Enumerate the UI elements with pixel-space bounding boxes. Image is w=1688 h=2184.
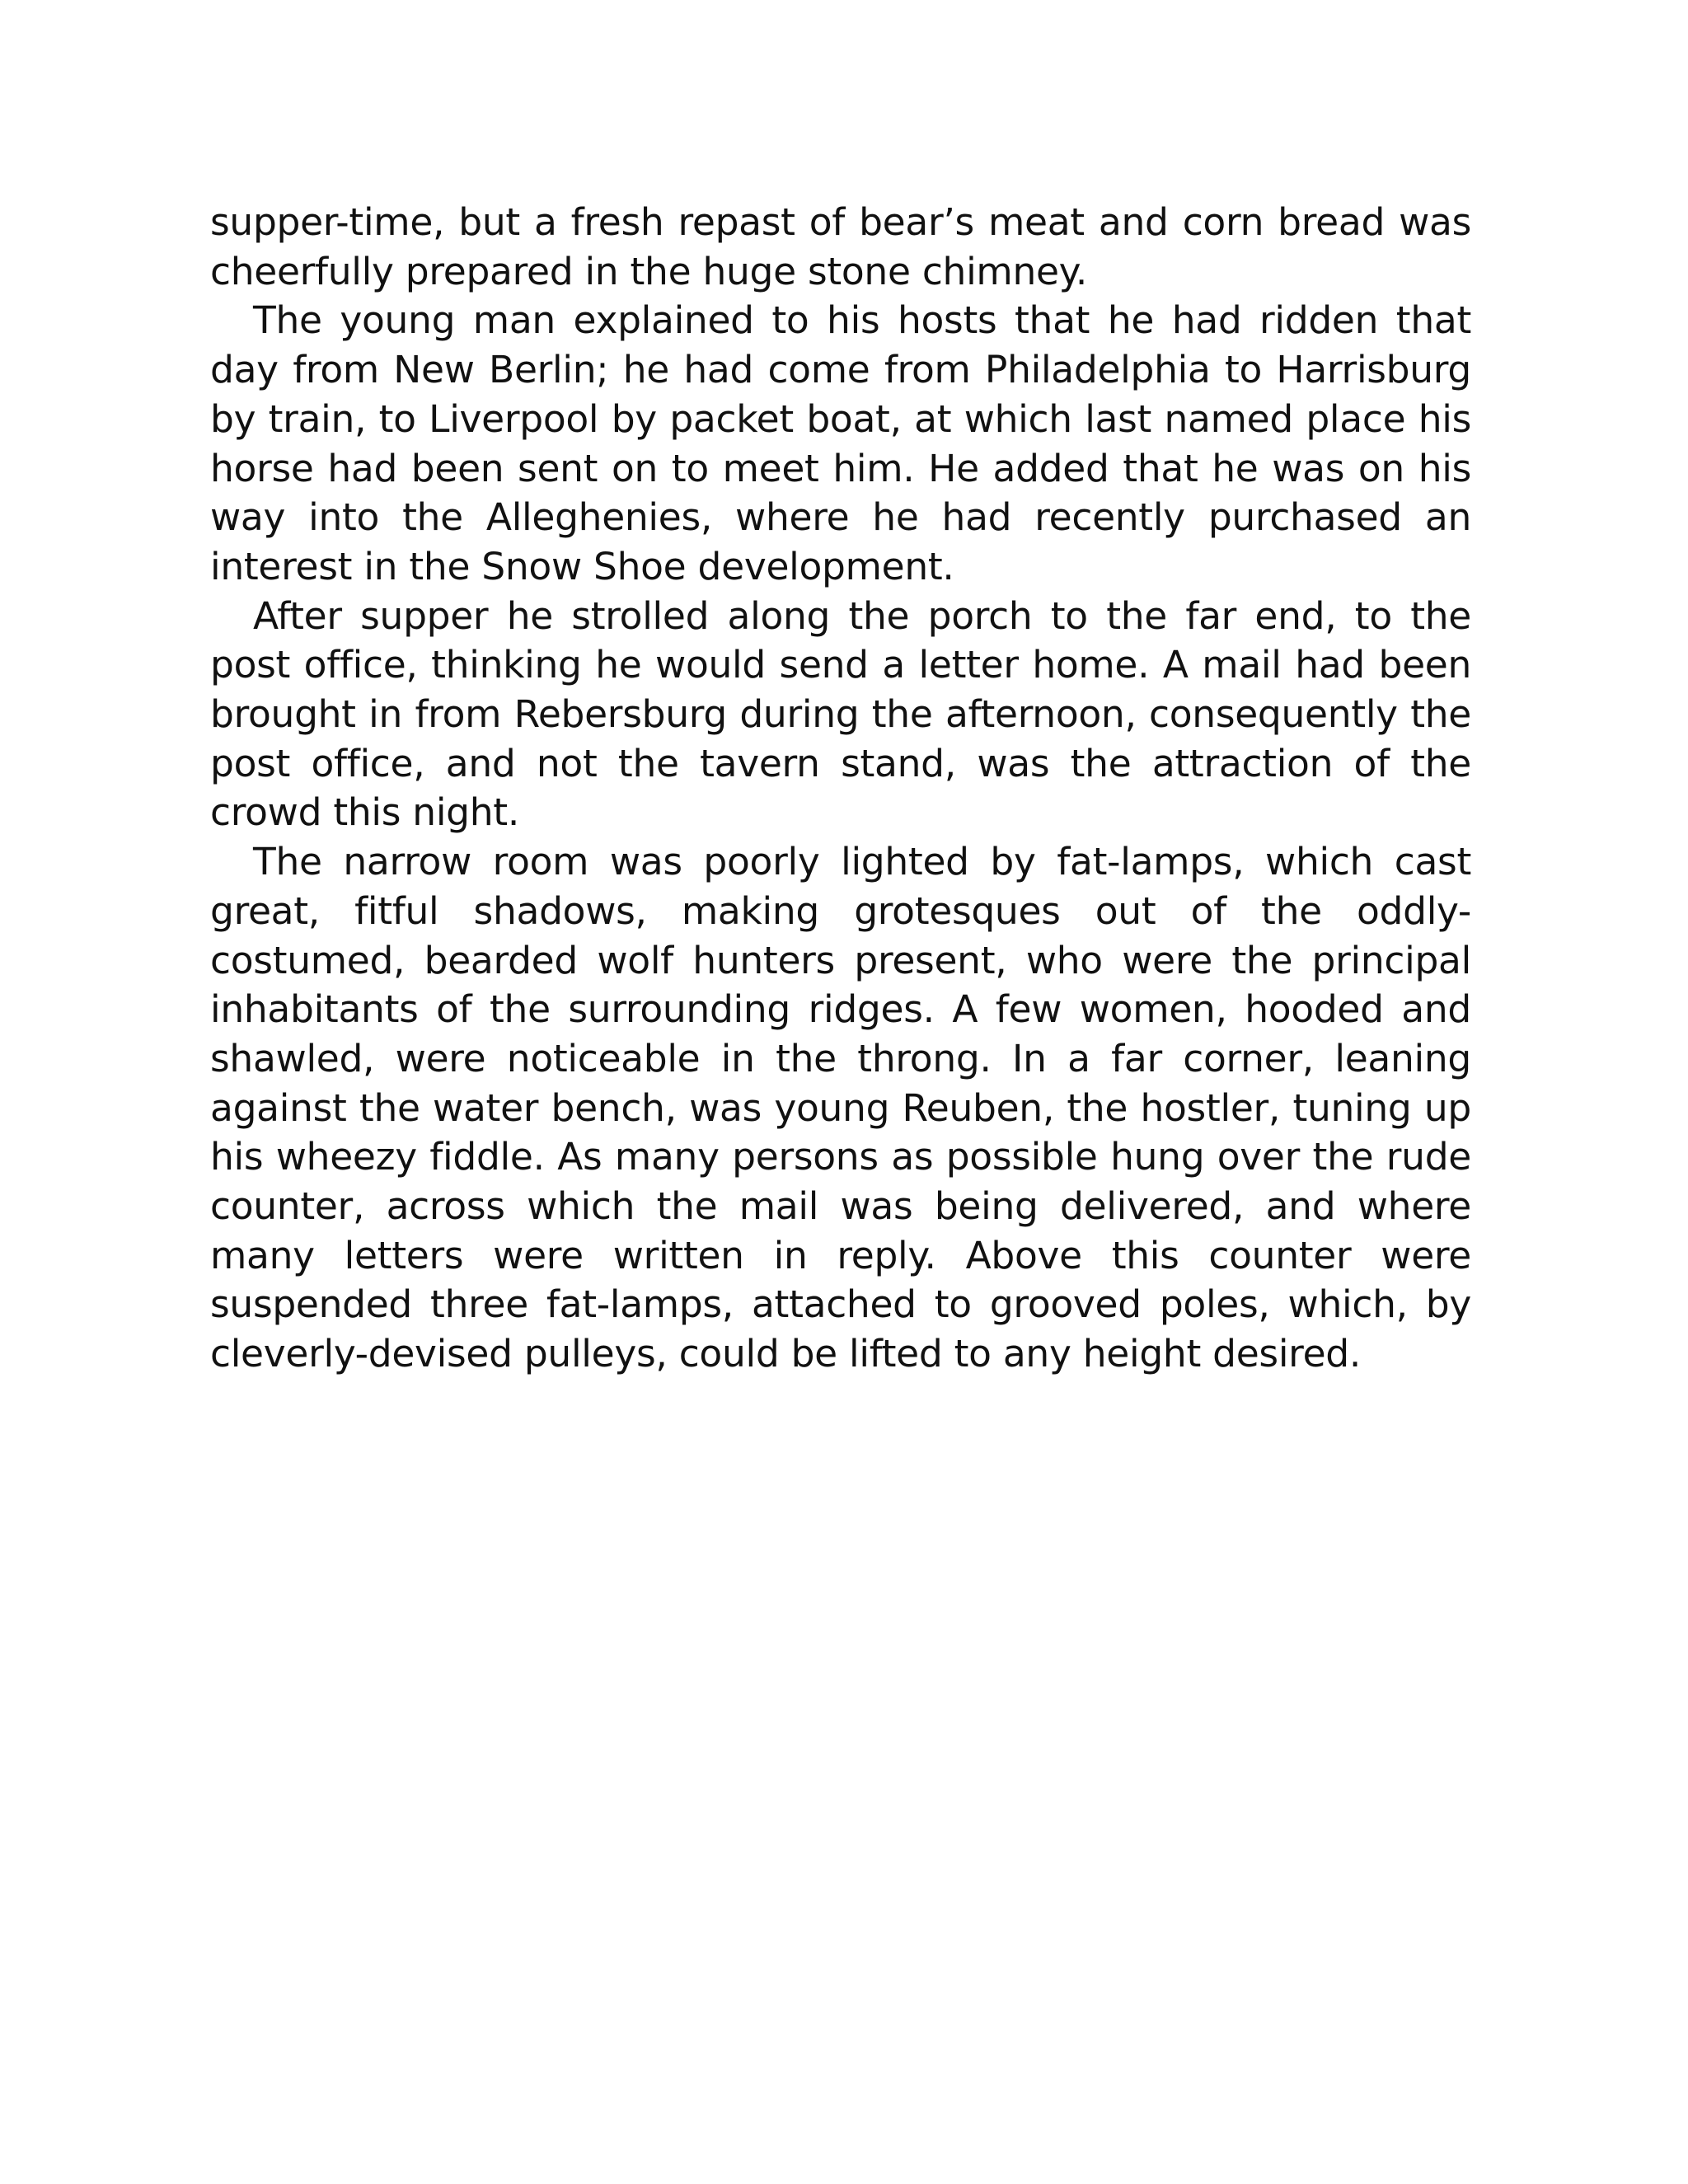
- body-text: [210, 198, 1471, 1379]
- paragraph-3: After supper he strolled along the porch to the far end, to the post office, thinking he would send a letter home. A mail had been brought in from Rebersburg during the afternoon, consequently the post office, and not the tavern stand, was the attraction of the crowd this night.: [210, 593, 1471, 835]
- paragraph-1: supper-time, but a fresh repast of bear’s meat and corn bread was cheerfully prepared in the huge stone chimney.: [210, 200, 1471, 293]
- paragraph-4: The narrow room was poorly lighted by fat-lamps, which cast great, fitful shadows, making grotesques out of the oddly-costumed, bearded wolf hunters present, who were the principal inhabitants of the surrounding ridges. A few women, hooded and shawled, were noticeable in the throng. In a far corner, leaning against the water bench, was young Reuben, the hostler, tuning up his wheezy fiddle. As many persons as possible hung over the rude counter, across which the mail was being delivered, and where many letters were written in reply. Above this counter were suspended three fat-lamps, attached to grooved poles, which, by cleverly-devised pulleys, could be lifted to any height desired.: [210, 840, 1471, 1376]
- paragraph-2: The young man explained to his hosts that he had ridden that day from New Berlin; he had come from Philadelphia to Harrisburg by train, to Liverpool by packet boat, at which last named place his horse had been sent on to meet him. He added that he was on his way into the Alleghenies, where he had recently purchased an interest in the Snow Shoe development.: [210, 298, 1471, 588]
